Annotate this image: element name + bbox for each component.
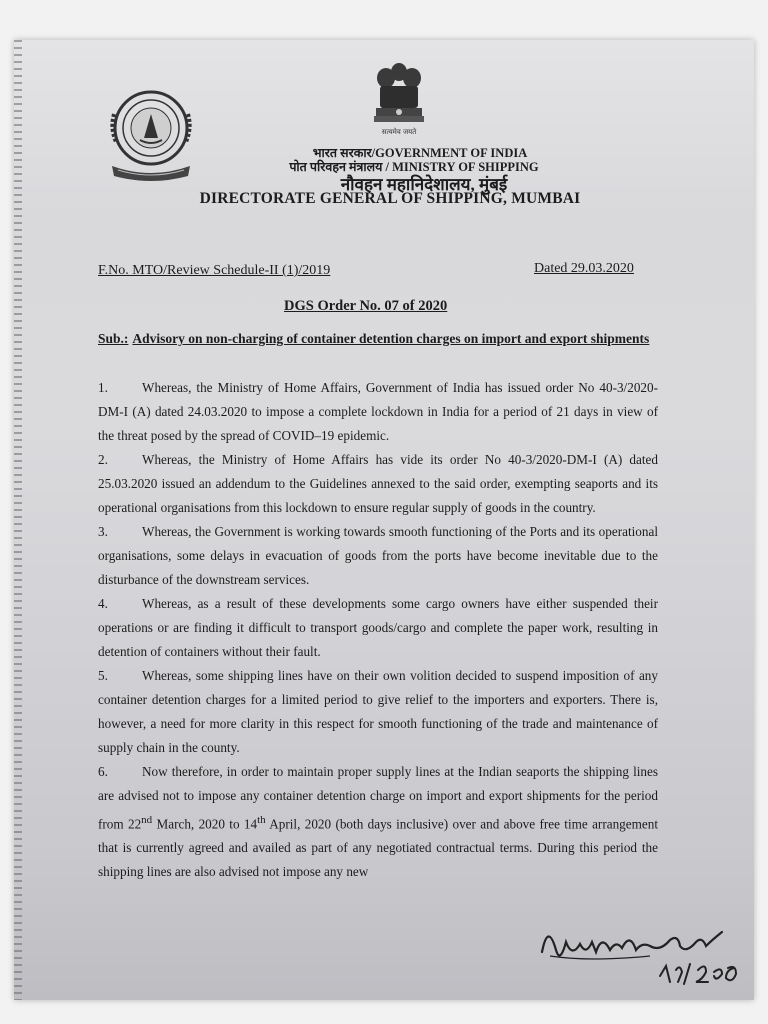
- order-body: [98, 376, 658, 884]
- paragraph-number: 1.: [98, 380, 108, 395]
- emblem-caption: सत्यमेव जयते: [381, 128, 417, 136]
- paragraph-text: Whereas, the Ministry of Home Affairs, Government of India has issued order No 40-3/2020-DM-I (A) dated 24.03.2020 to impose a complete lockdown in India for a period of 21 days in view of the threat posed by the spread of COVID–19 epidemic.: [98, 380, 658, 443]
- superscript-th: th: [257, 814, 266, 826]
- paragraph-6-part-2: March, 2020 to 14: [152, 816, 258, 832]
- order-title: DGS Order No. 07 of 2020: [284, 298, 448, 314]
- paragraph-4: [98, 592, 658, 664]
- header-english-2: MINISTRY OF SHIPPING: [392, 160, 539, 174]
- paragraph-number: 5.: [98, 668, 108, 683]
- header-english-title: DIRECTORATE GENERAL OF SHIPPING, MUMBAI: [199, 190, 581, 207]
- subject-text: Advisory on non-charging of container detention charges on import and export shipments: [132, 331, 650, 346]
- paragraph-6: [98, 760, 658, 884]
- paragraph-6-part-3: April, 2020 (both days inclusive) over and above free time arrangement that is currently agreed and availed as part of any negotiated contractual terms. During this period the shipping lines are also advised not impose any new: [98, 816, 658, 880]
- document-page: [14, 40, 754, 1000]
- header-hindi-1: भारत सरकार/: [312, 146, 376, 160]
- header-english-1: GOVERNMENT OF INDIA: [375, 146, 528, 160]
- document-date: Dated 29.03.2020: [534, 261, 634, 276]
- paragraph-5: [98, 664, 658, 760]
- letterhead: [14, 40, 754, 240]
- paragraph-text: Whereas, the Ministry of Home Affairs has vide its order No 40-3/2020-DM-I (A) dated 25.03.2020 issued an addendum to the Guidelines annexed to the said order, exempting seaports and its operational organisations from this lockdown to ensure regular supply of goods in the country.: [98, 452, 658, 515]
- superscript-nd: nd: [141, 814, 153, 826]
- paragraph-text: Whereas, as a result of these developments some cargo owners have either suspended their operations or are finding it difficult to transport goods/cargo and complete the paper work, resulting in detention of containers without their fault.: [98, 596, 658, 659]
- paragraph-1: [98, 376, 658, 448]
- paragraph-number: 6.: [98, 764, 108, 779]
- header-hindi-title: नौवहन महानिदेशालय, मुंबई: [340, 175, 508, 194]
- national-emblem: [366, 58, 432, 138]
- paragraph-text: Whereas, the Government is working towards smooth functioning of the Ports and its operational organisations, some delays in evacuation of goods from the ports have become inevitable due to the disturbance of the downstream services.: [98, 524, 658, 587]
- paragraph-6-part-1: Now therefore, in order to maintain proper supply lines at the Indian seaports the shipping lines are advised not to impose any container detention charge on import and export shipments for the period from 22: [98, 764, 658, 832]
- subject-line: [98, 330, 658, 347]
- paragraph-number: 2.: [98, 452, 108, 467]
- paragraph-text: Whereas, some shipping lines have on their own volition decided to suspend imposition of any container detention charges for a limited period to give relief to the importers and exporters. There is, however, a need for more clarity in this respect for smooth functioning of the trade and maintenance of supply chain in the county.: [98, 668, 658, 755]
- subject-label: Sub.:: [98, 331, 129, 346]
- paragraph-number: 4.: [98, 596, 108, 611]
- paragraph-3: [98, 520, 658, 592]
- handwritten-signature: [530, 912, 750, 1000]
- paragraph-number: 3.: [98, 524, 108, 539]
- header-hindi-2: पोत परिवहन मंत्रालय /: [289, 160, 389, 174]
- file-number: F.No. MTO/Review Schedule-II (1)/2019: [98, 263, 331, 278]
- paragraph-2: [98, 448, 658, 520]
- signature-date: 29/3/2020: [530, 912, 535, 913]
